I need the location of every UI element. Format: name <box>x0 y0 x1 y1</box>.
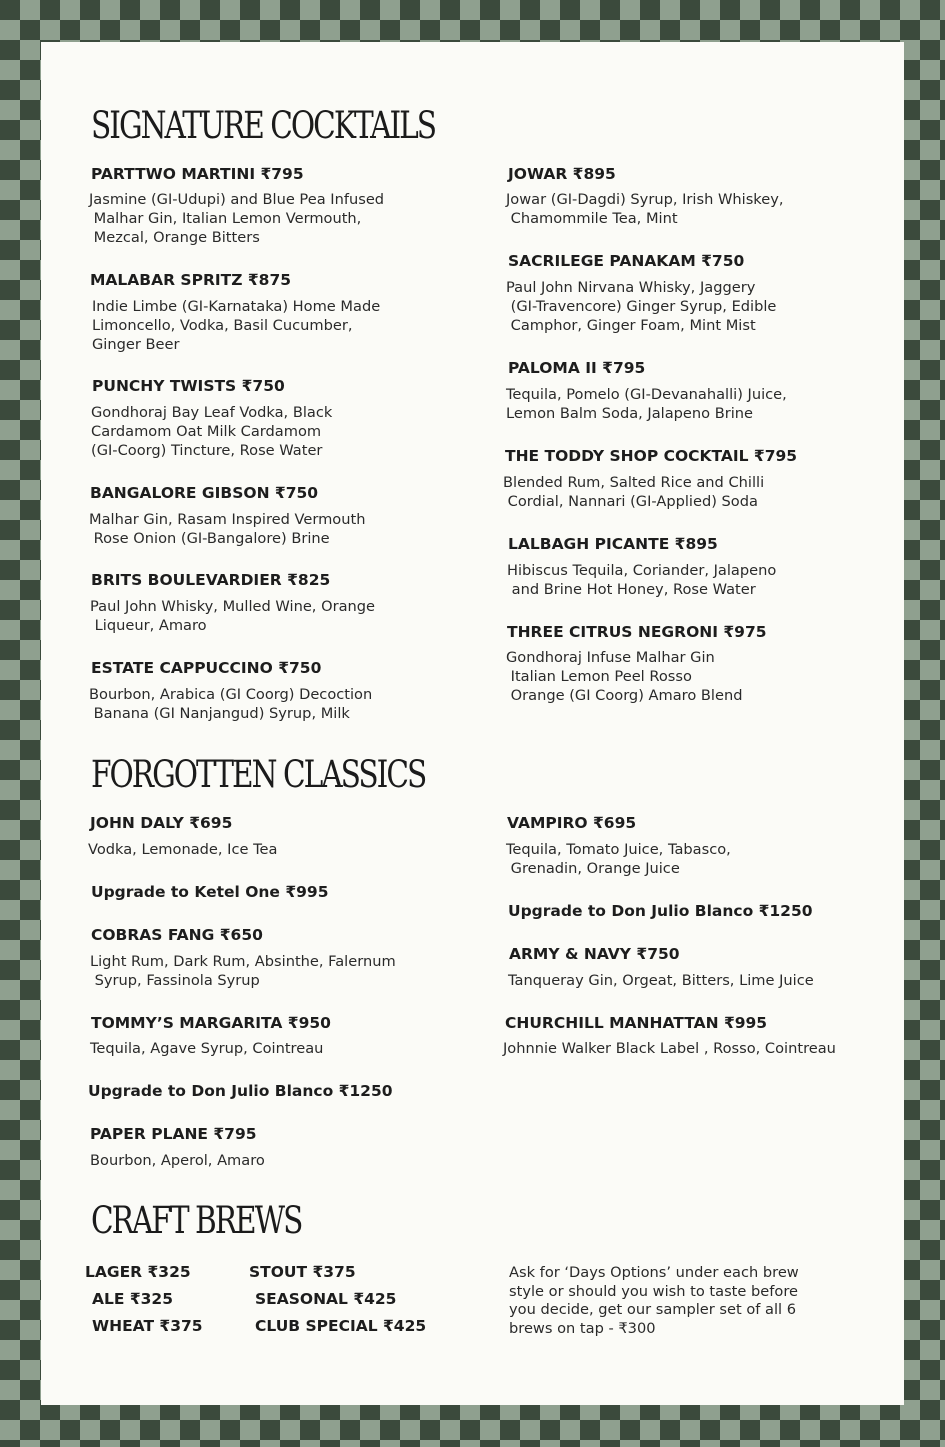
menu-item-name: JOHN DALY ₹695 <box>90 814 233 832</box>
menu-item-name: ESTATE CAPPUCCINO ₹750 <box>91 659 322 677</box>
menu-item-desc: Jasmine (GI-Udupi) and Blue Pea Infused Malhar Gin, Italian Lemon Vermouth, Mezcal, Orange Bitters <box>89 191 385 246</box>
brew-sampler-note: Ask for ‘Days Options’ under each brew style or should you wish to taste before you decide, get our sampler set of all 6 brews on tap - ₹300 <box>509 1264 799 1337</box>
section-title-forgotten-classics: FORGOTTEN CLASSICS <box>91 753 426 796</box>
section-title-signature-cocktails: SIGNATURE COCKTAILS <box>91 104 436 147</box>
menu-item-name: THE TODDY SHOP COCKTAIL ₹795 <box>505 447 798 465</box>
menu-item-desc: Hibiscus Tequila, Coriander, Jalapeno and Brine Hot Honey, Rose Water <box>507 562 777 598</box>
menu-item-name: VAMPIRO ₹695 <box>507 814 637 832</box>
menu-item-desc: Paul John Whisky, Mulled Wine, Orange Liqueur, Amaro <box>90 598 376 634</box>
menu-item-desc: Bourbon, Aperol, Amaro <box>90 1152 265 1169</box>
brew-item: SEASONAL ₹425 <box>255 1290 397 1308</box>
menu-item-name: BANGALORE GIBSON ₹750 <box>90 484 319 502</box>
menu-item-desc: Light Rum, Dark Rum, Absinthe, Falernum Syrup, Fassinola Syrup <box>90 953 396 989</box>
menu-item-name: CHURCHILL MANHATTAN ₹995 <box>505 1014 768 1032</box>
menu-item-name: BRITS BOULEVARDIER ₹825 <box>91 571 331 589</box>
brew-item: LAGER ₹325 <box>85 1263 191 1281</box>
brew-item: CLUB SPECIAL ₹425 <box>255 1317 427 1335</box>
menu-item-desc: Bourbon, Arabica (GI Coorg) Decoction Banana (GI Nanjangud) Syrup, Milk <box>89 686 373 722</box>
menu-item-name: TOMMY’S MARGARITA ₹950 <box>91 1014 331 1032</box>
menu-item-name: PAPER PLANE ₹795 <box>90 1125 257 1143</box>
menu-item-desc: Blended Rum, Salted Rice and Chilli Cordial, Nannari (GI-Applied) Soda <box>503 474 765 510</box>
brew-item: STOUT ₹375 <box>249 1263 356 1281</box>
menu-item-desc: Paul John Nirvana Whisky, Jaggery (GI-Travencore) Ginger Syrup, Edible Camphor, Ginger Foam, Mint Mist <box>506 279 777 334</box>
menu-item-name: THREE CITRUS NEGRONI ₹975 <box>507 623 767 641</box>
menu-item-name: PUNCHY TWISTS ₹750 <box>92 377 285 395</box>
upgrade-option: Upgrade to Ketel One ₹995 <box>91 883 329 901</box>
upgrade-option: Upgrade to Don Julio Blanco ₹1250 <box>508 902 813 920</box>
menu-item-desc: Indie Limbe (GI-Karnataka) Home Made Limoncello, Vodka, Basil Cucumber, Ginger Beer <box>92 298 381 353</box>
menu-item-name: SACRILEGE PANAKAM ₹750 <box>508 252 745 270</box>
menu-item-name: MALABAR SPRITZ ₹875 <box>90 271 292 289</box>
menu-item-desc: Tanqueray Gin, Orgeat, Bitters, Lime Juice <box>508 972 814 989</box>
menu-item-desc: Tequila, Tomato Juice, Tabasco, Grenadin, Orange Juice <box>506 841 731 877</box>
menu-item-desc: Jowar (GI-Dagdi) Syrup, Irish Whiskey, Chamommile Tea, Mint <box>506 191 784 227</box>
brew-item: ALE ₹325 <box>92 1290 173 1308</box>
section-title-craft-brews: CRAFT BREWS <box>91 1199 302 1242</box>
menu-item-desc: Tequila, Pomelo (GI-Devanahalli) Juice, Lemon Balm Soda, Jalapeno Brine <box>506 386 787 422</box>
menu-item-name: LALBAGH PICANTE ₹895 <box>508 535 718 553</box>
menu-item-desc: Johnnie Walker Black Label , Rosso, Cointreau <box>503 1040 836 1057</box>
menu-item-desc: Vodka, Lemonade, Ice Tea <box>88 841 278 858</box>
menu-item-desc: Gondhoraj Infuse Malhar Gin Italian Lemon Peel Rosso Orange (GI Coorg) Amaro Blend <box>506 649 743 704</box>
menu-item-name: JOWAR ₹895 <box>508 165 616 183</box>
menu-item-name: COBRAS FANG ₹650 <box>91 926 263 944</box>
menu-item-name: PALOMA II ₹795 <box>508 359 646 377</box>
menu-item-desc: Malhar Gin, Rasam Inspired Vermouth Rose Onion (GI-Bangalore) Brine <box>89 511 366 547</box>
menu-item-name: ARMY & NAVY ₹750 <box>509 945 680 963</box>
menu-item-desc: Gondhoraj Bay Leaf Vodka, Black Cardamom Oat Milk Cardamom (GI-Coorg) Tincture, Rose Water <box>91 404 333 459</box>
brew-item: WHEAT ₹375 <box>92 1317 203 1335</box>
menu-page <box>41 42 904 1405</box>
menu-item-desc: Tequila, Agave Syrup, Cointreau <box>90 1040 324 1057</box>
upgrade-option: Upgrade to Don Julio Blanco ₹1250 <box>88 1082 393 1100</box>
menu-item-name: PARTTWO MARTINI ₹795 <box>91 165 304 183</box>
